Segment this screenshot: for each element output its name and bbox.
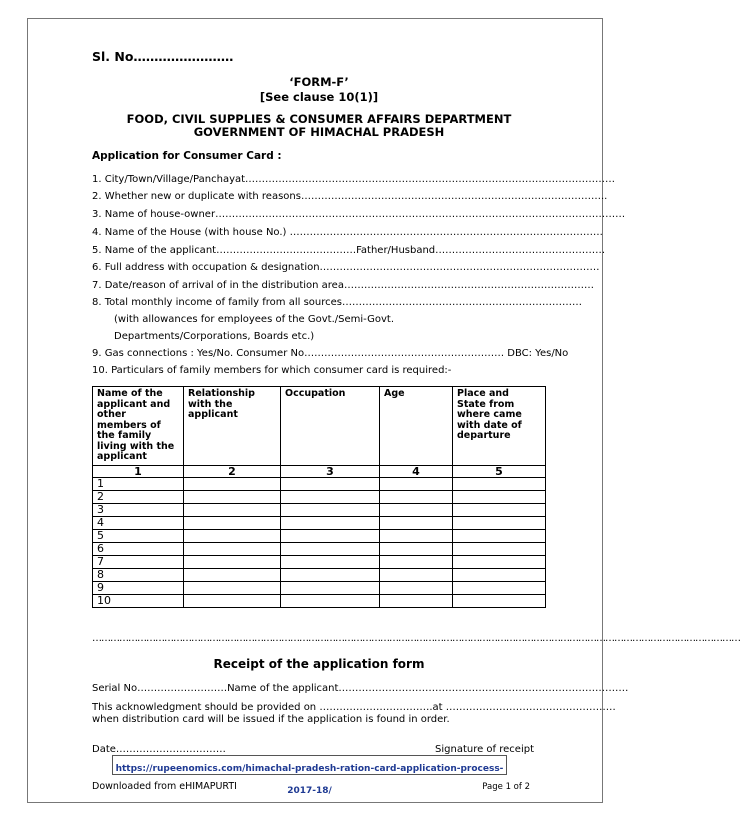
field-arrival: 7. Date/reason of arrival of in the distribution area………………………………………………………………… (92, 280, 594, 291)
receipt-serial-line: Serial No………………………Name of the applicant…………………………………………………………………………… (92, 683, 629, 694)
field-income-note-2: Departments/Corporations, Boards etc.) (114, 331, 315, 342)
field-address: 6. Full address with occupation & designation………………………………………………………………………… (92, 262, 600, 273)
row-number: 4 (93, 516, 184, 529)
column-number: 5 (453, 465, 546, 477)
footer-source: Downloaded from eHIMAPURTI (92, 781, 237, 792)
table-row (93, 568, 546, 581)
table-row (93, 542, 546, 555)
row-number: 9 (93, 581, 184, 594)
row-number: 6 (93, 542, 184, 555)
header-age: Age (380, 387, 453, 466)
column-number: 1 (93, 465, 184, 477)
row-number: 2 (93, 490, 184, 503)
table-row (93, 529, 546, 542)
header-relationship: Relationship with the applicant (184, 387, 281, 466)
row-number: 3 (93, 503, 184, 516)
row-number: 7 (93, 555, 184, 568)
receipt-date: Date…………………………… (92, 744, 226, 755)
field-income-note-1: (with allowances for employees of the Govt./Semi-Govt. (114, 314, 394, 325)
header-occupation: Occupation (281, 387, 380, 466)
table-row (93, 490, 546, 503)
government-title: GOVERNMENT OF HIMACHAL PRADESH (193, 125, 445, 139)
receipt-ack-line-2: when distribution card will be issued if the application is found in order. (92, 714, 450, 725)
serial-number: Sl. No…………………… (92, 49, 234, 64)
family-members-table (92, 386, 546, 608)
table-header-row (93, 387, 546, 466)
table-row (93, 503, 546, 516)
table-row (93, 516, 546, 529)
field-house-owner: 3. Name of house-owner…………………………………………………………………………………………………………… (92, 209, 626, 220)
header-place: Place and State from where came with date of departure (453, 387, 546, 466)
footer-page-number: Page 1 of 2 (482, 782, 530, 792)
row-number: 8 (93, 568, 184, 581)
row-number: 10 (93, 594, 184, 607)
table-row (93, 581, 546, 594)
application-heading: Application for Consumer Card : (92, 150, 282, 162)
field-new-duplicate: 2. Whether new or duplicate with reasons……………………………………………………………………………….. (92, 191, 608, 202)
row-number: 5 (93, 529, 184, 542)
cut-separator: ……………………………………………………………………………………………………………………………………………………………………………………………… (92, 633, 740, 644)
source-link[interactable]: https://rupeenomics.com/himachal-pradesh-ration-card-application-process-2017-18/ (115, 764, 504, 796)
field-house-name: 4. Name of the House (with house No.) …………………………………………………………………………………. (92, 227, 603, 238)
receipt-title: Receipt of the application form (213, 657, 425, 671)
field-gas-connection: 9. Gas connections : Yes/No. Consumer No…………………………………………………… DBC: Yes/No (92, 348, 569, 359)
row-number: 1 (93, 477, 184, 490)
column-number: 4 (380, 465, 453, 477)
field-applicant-name: 5. Name of the applicant……………………………………Father/Husband…………………………………………… (92, 245, 606, 256)
column-number: 2 (184, 465, 281, 477)
table-row (93, 594, 546, 607)
department-title: FOOD, CIVIL SUPPLIES & CONSUMER AFFAIRS DEPARTMENT (126, 112, 512, 126)
table-row (93, 477, 546, 490)
receipt-ack-line-1: This acknowledgment should be provided on …………………………….at …………………………………………… (92, 702, 616, 713)
column-number: 3 (281, 465, 380, 477)
form-clause: [See clause 10(1)] (259, 90, 379, 104)
field-family-particulars: 10. Particulars of family members for which consumer card is required:- (92, 365, 452, 376)
receipt-signature: Signature of receipt (435, 744, 534, 755)
header-name: Name of the applicant and other members of the family living with the applicant (93, 387, 184, 466)
table-row (93, 555, 546, 568)
field-city: 1. City/Town/Village/Panchayat………………………………………………………………………………………………… (92, 174, 616, 185)
column-number-row (93, 465, 546, 477)
form-name: ‘FORM-F’ (289, 75, 349, 89)
field-income: 8. Total monthly income of family from all sources……………………………………………………………… (92, 297, 582, 308)
